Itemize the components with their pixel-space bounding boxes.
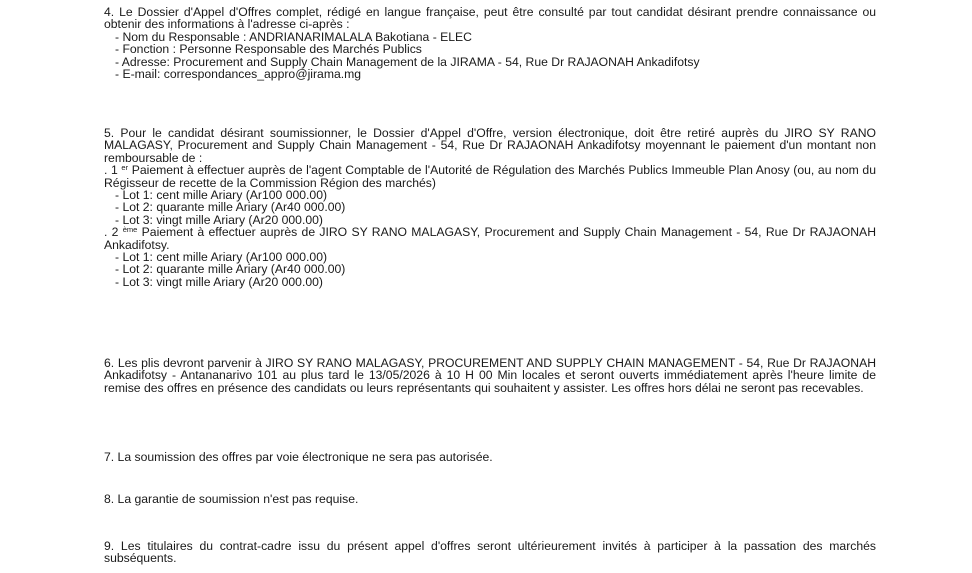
payment-2-text: Paiement à effectuer auprès de JIRO SY RANO MALAGASY, Procurement and Supply Chain Management - 54, Rue Dr RAJAONAH Ankadifotsy.	[104, 225, 876, 252]
lot-item: - Lot 2: quarante mille Ariary (Ar40 000.00)	[115, 200, 346, 215]
section-4-intro: 4. Le Dossier d'Appel d'Offres complet, rédigé en langue française, peut être consulté par tout candidat désirant prendre connaissance ou obtenir des informations à l'adresse ci-après :	[104, 5, 876, 32]
lot-item: - Lot 3: vingt mille Ariary (Ar20 000.00)	[115, 274, 323, 289]
list-item: - Adresse: Procurement and Supply Chain Management de la JIRAMA - 54, Rue Dr RAJAONAH Ankadifotsy	[115, 54, 700, 69]
payment-1-suffix: er	[121, 163, 129, 173]
lot-item: - Lot 1: cent mille Ariary (Ar100 000.00)	[115, 188, 328, 203]
payment-2	[104, 226, 876, 251]
section-5-intro: 5. Pour le candidat désirant soumissionner, le Dossier d'Appel d'Offre, version électronique, doit être retiré auprès du JIRO SY RANO MALAGASY, Procurement and Supply Chain Management - 54, Rue Dr RAJAONAH Ankadifotsy moyennant le paiement d'un montant non remboursable de :	[104, 126, 876, 165]
lot-item: - Lot 2: quarante mille Ariary (Ar40 000.00)	[115, 262, 346, 277]
lot-item: - Lot 1: cent mille Ariary (Ar100 000.00)	[115, 250, 328, 265]
payment-2-number: . 2	[104, 225, 119, 240]
lot-item: - Lot 3: vingt mille Ariary (Ar20 000.00)	[115, 212, 323, 227]
payment-1	[104, 164, 876, 189]
payment-1-text: Paiement à effectuer auprès de l'agent Comptable de l'Autorité de Régulation des Marchés Publics Immeuble Plan Anosy (ou, au nom du Régisseur de recette de la Commission Région des marchés)	[104, 163, 876, 190]
list-item: - E-mail: correspondances_appro@jirama.mg	[115, 67, 362, 82]
section-5-purchase	[104, 127, 876, 288]
section-4-consultation	[104, 6, 876, 80]
section-7-electronic-submission: 7. La soumission des offres par voie électronique ne sera pas autorisée.	[104, 450, 493, 464]
payment-1-number: . 1	[104, 163, 118, 178]
list-item: - Nom du Responsable : ANDRIANARIMALALA Bakotiana - ELEC	[115, 29, 472, 44]
list-item: - Fonction : Personne Responsable des Marchés Publics	[115, 42, 422, 57]
payment-2-suffix: ème	[122, 225, 138, 235]
section-8-bid-guarantee: 8. La garantie de soumission n'est pas requise.	[104, 492, 359, 506]
section-9-framework-holders: 9. Les titulaires du contrat-cadre issu du présent appel d'offres seront ultérieurement invités à participer à la passation des marchés subséquents.	[104, 539, 876, 566]
section-6-submission-deadline: 6. Les plis devront parvenir à JIRO SY RANO MALAGASY, PROCUREMENT AND SUPPLY CHAIN MANAGEMENT - 54, Rue Dr RAJAONAH Ankadifotsy - Antananarivo 101 au plus tard le 13/05/2026 à 10 H 00 Min locales et seront ouverts immédiatement après l'heure limite de remise des offres en présence des candidats ou leurs représentants qui souhaitent y assister. Les offres hors délai ne seront pas recevables.	[104, 356, 876, 395]
